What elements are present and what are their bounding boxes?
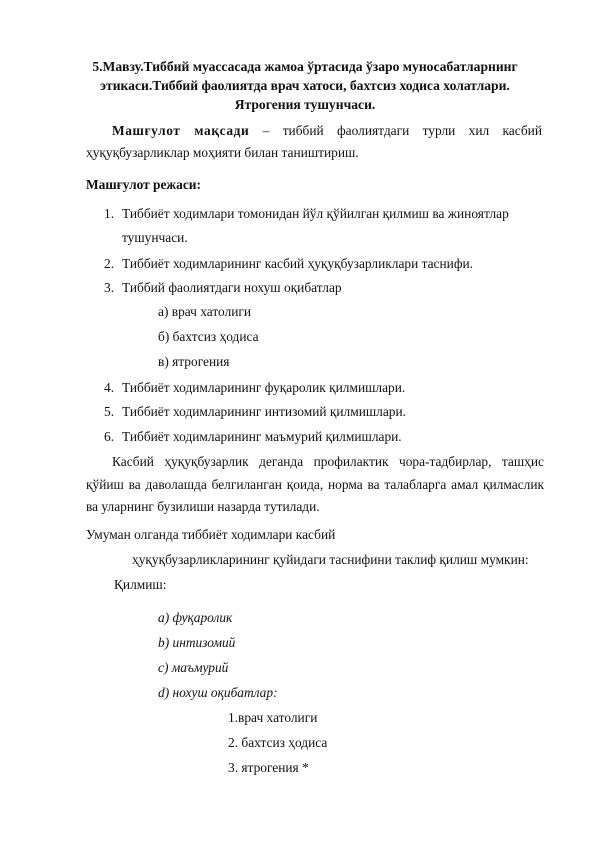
plan-item-1 <box>104 205 509 224</box>
plan-item-5 <box>104 403 406 422</box>
summary-line-1: Умуман олганда тиббиёт ходимлари касбий <box>86 527 336 542</box>
summary-line-2: ҳуқуқбузарликларининг қуйидаги таснифини таклиф қилиш мумкин: <box>132 552 529 567</box>
plan-item-text: Тиббиёт ходимларининг интизомий қилмишлари. <box>122 404 407 419</box>
aim-label: Машғулот мақсади <box>112 123 250 138</box>
title-line-2: этикаси.Тиббий фаолиятда врач хатоси, бахтсиз ходиса холатлари. <box>100 78 510 93</box>
plan-item-text: Тиббиёт ходимларининг маъмурий қилмишлари. <box>122 429 402 444</box>
consequence-item-2: 2. бахтсиз ҳодиса <box>228 735 328 750</box>
plan-item-text: Тиббиёт ходимларининг касбий ҳуқуқбузарликлари таснифи. <box>122 256 474 271</box>
plan-item-2 <box>104 255 473 274</box>
lesson-aim <box>86 120 542 164</box>
title-line-3: Ятрогения тушунчаси. <box>234 97 376 112</box>
aim-text: – тиббий фаолиятдаги турли хил касбий ҳуқуқбузарликлар моҳияти билан таништириш. <box>86 123 542 160</box>
plan-item-3 <box>104 279 342 298</box>
plan-subitem-c: в) ятрогения <box>158 354 230 369</box>
plan-item-text: Тиббиёт ходимлари томонидан йўл қўйилган қилмиш ва жиноятлар <box>122 206 509 221</box>
consequence-item-1: 1.врач хатолиги <box>228 710 318 725</box>
plan-item-number: 4. <box>104 380 115 395</box>
class-item-c: c) маъмурий <box>158 660 229 675</box>
plan-item-text: Тиббий фаолиятдаги нохуш оқибатлар <box>122 280 342 295</box>
class-item-b: b) интизомий <box>158 635 236 650</box>
consequence-item-3: 3. ятрогения * <box>228 760 309 775</box>
class-item-a: a) фуқаролик <box>158 610 233 625</box>
plan-item-number: 1. <box>104 206 115 221</box>
plan-item-number: 6. <box>104 429 115 444</box>
class-item-d: d) нохуш оқибатлар: <box>158 685 278 700</box>
document-title <box>70 57 540 114</box>
plan-subitem-b: б) бахтсиз ҳодиса <box>158 329 259 344</box>
plan-item-number: 3. <box>104 280 115 295</box>
plan-item-number: 2. <box>104 256 115 271</box>
definition-paragraph <box>86 451 544 519</box>
plan-item-number: 5. <box>104 404 115 419</box>
plan-item-4 <box>104 379 405 398</box>
summary-line-3: Қилмиш: <box>114 577 167 592</box>
plan-item-1-continued: тушунчаси. <box>122 230 188 245</box>
plan-item-text: Тиббиёт ходимларининг фуқаролик қилмишлари. <box>122 380 406 395</box>
title-line-1: 5.Мавзу.Тиббий муассасада жамоа ўртасида ўзаро муносабатларнинг <box>92 59 518 74</box>
plan-subitem-a: а) врач хатолиги <box>158 304 252 319</box>
plan-heading: Машғулот режаси: <box>86 177 201 192</box>
definition-text: Касбий ҳуқуқбузарлик деганда профилактик чора-тадбирлар, ташҳис қўйиш ва даволашда белгиланган қоида, норма ва талабларга амал қилмаслик ва уларнинг бузилиши назарда тутилади. <box>86 454 544 514</box>
plan-item-6 <box>104 428 402 447</box>
